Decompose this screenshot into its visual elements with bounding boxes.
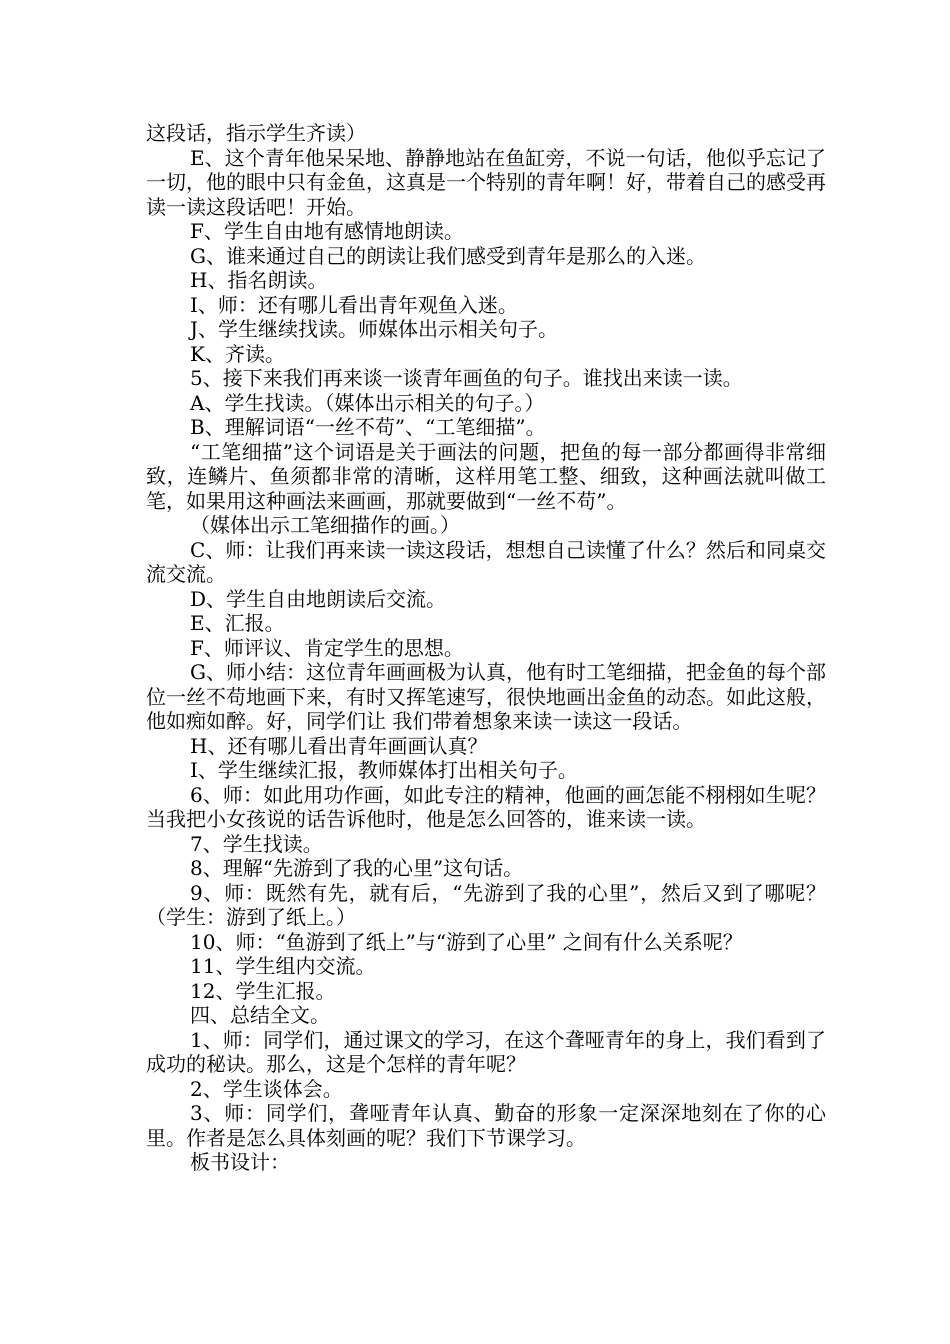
paragraph: K、齐读。 [190,341,285,366]
paragraph: 板书设计： [190,1150,290,1174]
paragraph: 12、学生汇报。 [190,978,336,1003]
paragraph: E、汇报。 [190,611,285,635]
paragraph: E、这个青年他呆呆地、静静地站在鱼缸旁，不说一句话，他似乎忘记了一切，他的眼中只有金鱼，这真是一个特别的青年啊！好，带着自己的感受再读一读这段话吧！开始。 [146,145,826,219]
paragraph: 6、师：如此用功作画，如此专注的精神，他画的画怎能不栩栩如生呢？当我把小女孩说的话告诉他时，他是怎么回答的，谁来读一读。 [146,782,826,831]
paragraph: “工笔细描”这个词语是关于画法的问题，把鱼的每一部分都画得非常细致，连鳞片、鱼须都非常的清晰，这样用笔工整、细致，这种画法就叫做工笔，如果用这种画法来画画，那就要做到“一丝不苟”。 [146,439,826,513]
paragraph: F、学生自由地有感情地朗读。 [190,219,464,243]
paragraph: 2、学生谈体会。 [190,1076,343,1101]
paragraph: J、学生继续找读。师媒体出示相关句子。 [190,317,559,341]
paragraph: 9、师：既然有先，就有后，“先游到了我的心里”，然后又到了哪呢？（学生：游到了纸上。） [146,880,826,929]
paragraph: A、学生找读。（媒体出示相关的句子。） [190,390,545,415]
paragraph: 11、学生组内交流。 [190,954,376,978]
paragraph: I、师：还有哪儿看出青年观鱼入迷。 [190,292,518,317]
paragraph: H、还有哪儿看出青年画画认真？ [190,733,488,758]
paragraph: H、指名朗读。 [190,268,328,292]
paragraph: 10、师：“鱼游到了纸上”与“游到了心里” 之间有什么关系呢？ [190,929,743,954]
paragraph: G、师小结：这位青年画画极为认真，他有时工笔细描，把金鱼的每个部位一丝不苟地画下来，有时又挥笔速写，很快地画出金鱼的动态。如此这般，他如痴如醉。好，同学们让 我们带着想象来读一读这一段话。 [146,660,826,733]
paragraph: I、学生继续汇报，教师媒体打出相关句子。 [190,758,578,782]
document-page [146,121,826,1175]
paragraph: 8、理解“先游到了我的心里”这句话。 [190,856,524,880]
paragraph: （媒体出示工笔细描作的画。） [190,513,460,537]
paragraph: B、理解词语“一丝不苟”、“工笔细描”。 [190,415,546,439]
paragraph: 7、学生找读。 [190,831,323,856]
paragraph: 1、师：同学们，通过课文的学习，在这个聋哑青年的身上，我们看到了成功的秘诀。那么，这是个怎样的青年呢？ [146,1027,826,1076]
paragraph: 5、接下来我们再来谈一谈青年画鱼的句子。谁找出来读一读。 [190,366,743,390]
paragraph: F、师评议、肯定学生的思想。 [190,635,464,660]
paragraph: 四、总结全文。 [190,1003,330,1027]
paragraph: 3、师：同学们，聋哑青年认真、勤奋的形象一定深深地刻在了你的心里。作者是怎么具体刻画的呢？我们下节课学习。 [146,1101,826,1150]
paragraph: G、谁来通过自己的朗读让我们感受到青年是那么的入迷。 [190,243,706,268]
paragraph: C、师：让我们再来读一读这段话，想想自己读懂了什么？然后和同桌交流交流。 [146,537,826,586]
paragraph: 这段话，指示学生齐读） [146,121,366,145]
paragraph: D、学生自由地朗读后交流。 [190,586,447,611]
